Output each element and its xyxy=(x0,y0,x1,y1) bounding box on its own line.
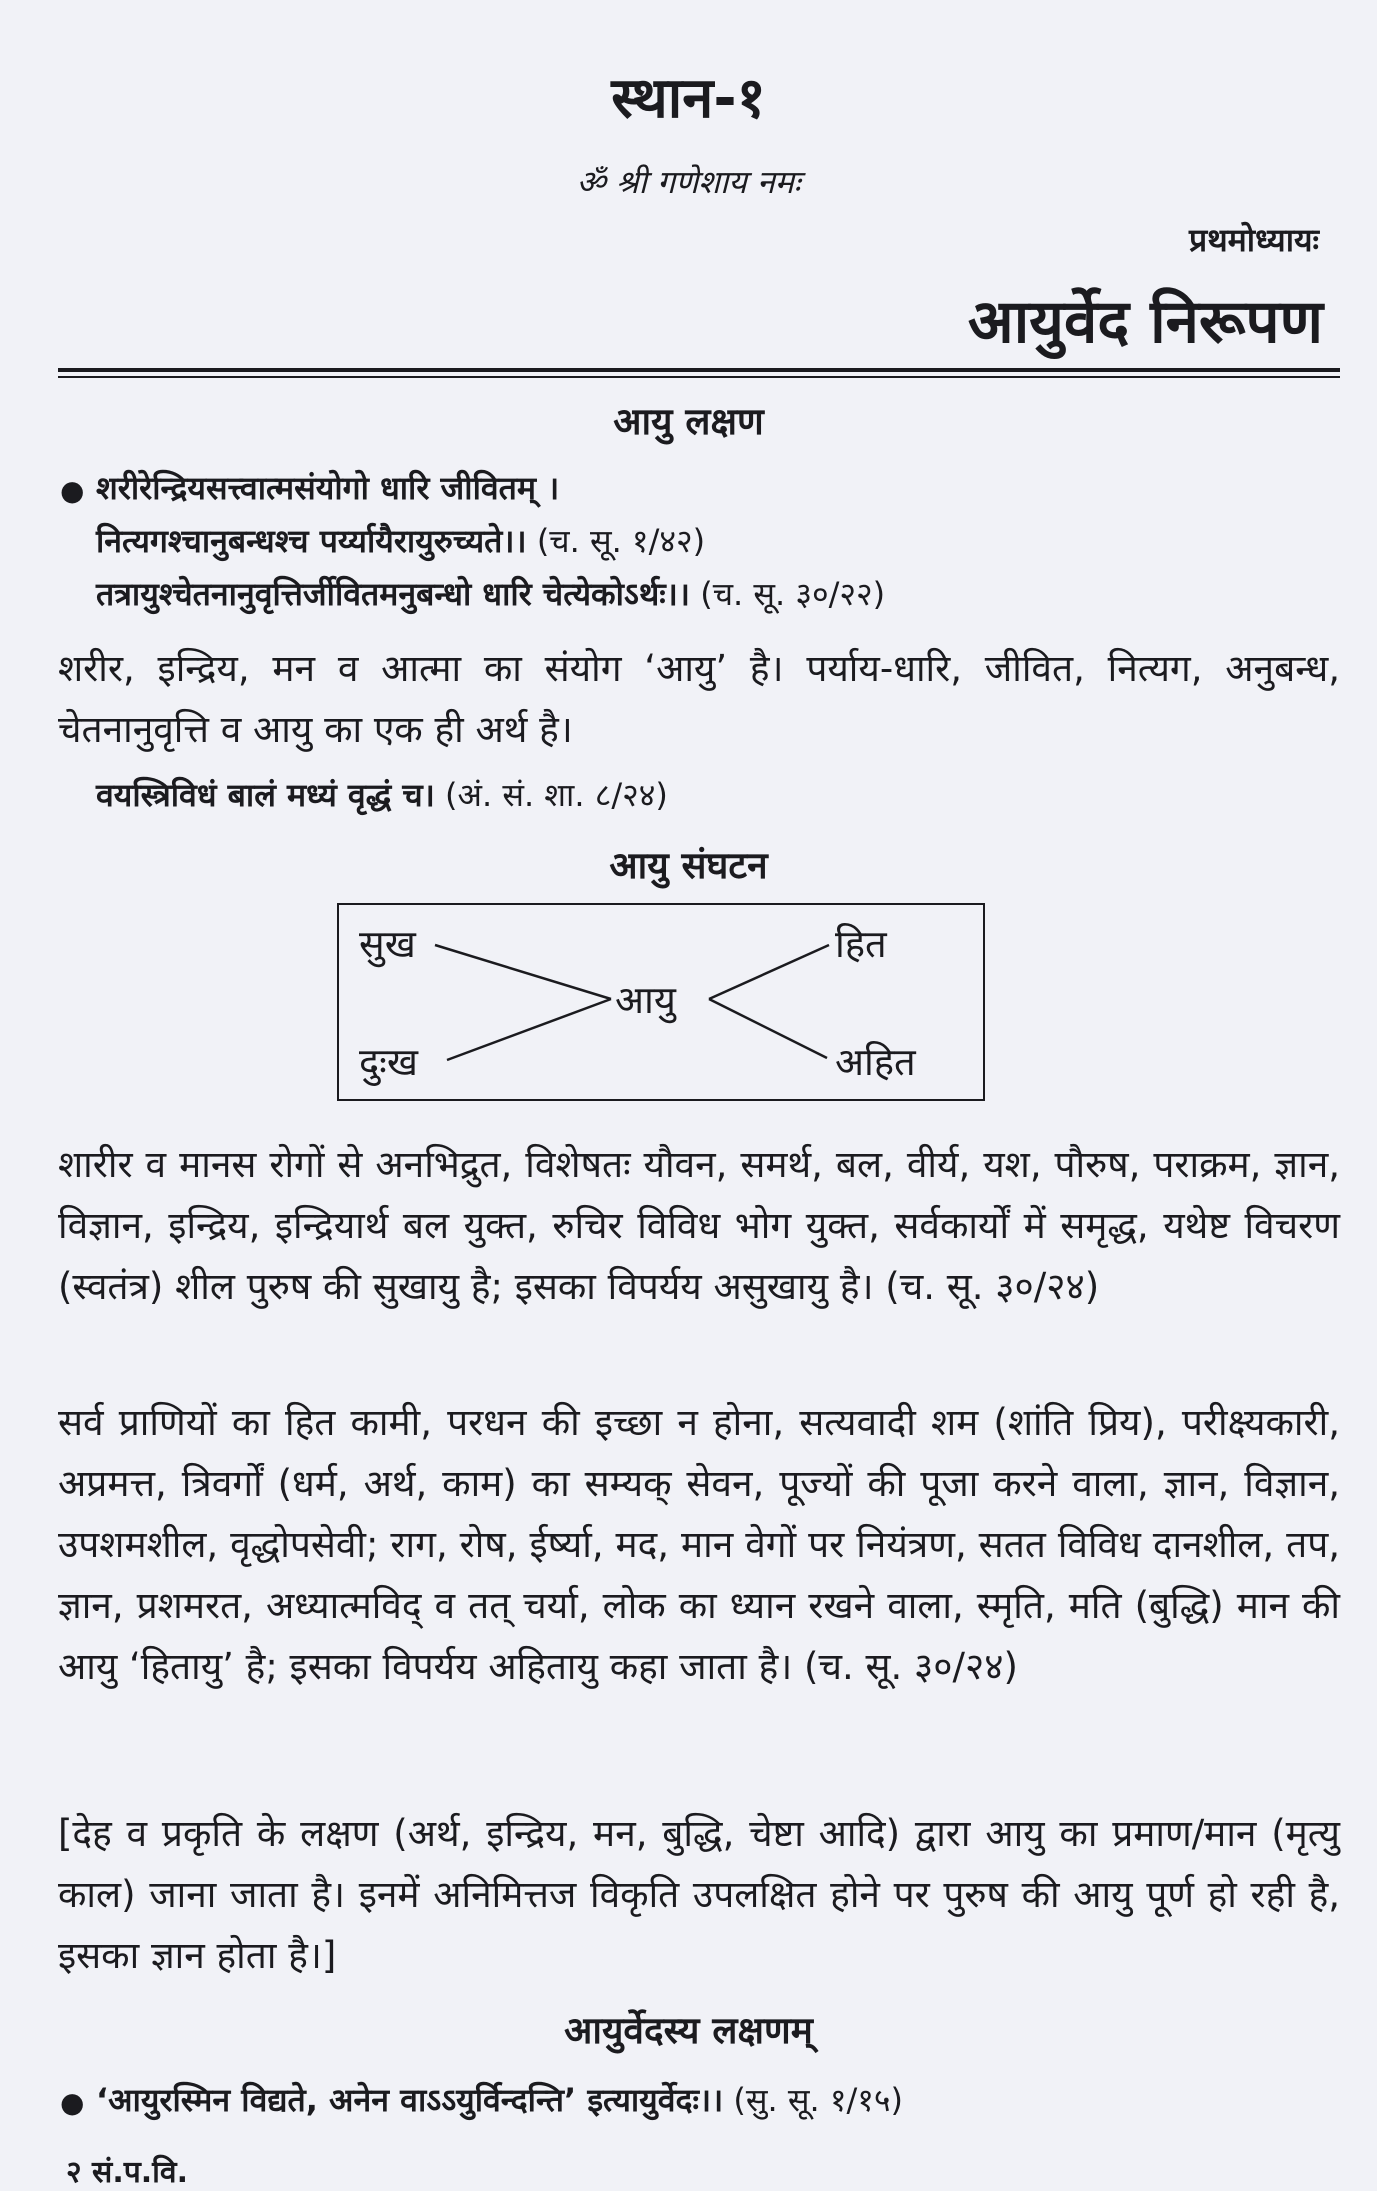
page-footer: २ सं.प.वि. xyxy=(66,2155,189,2190)
verse-vayas xyxy=(96,773,668,816)
chapter-label: प्रथमोध्यायः xyxy=(1189,221,1319,259)
header-rule-thick xyxy=(58,368,1340,372)
bullet-icon: ● xyxy=(60,474,85,507)
diagram-label-hit: हित xyxy=(835,922,887,966)
verse-ayurveda-text: ‘आयुरस्मिन विद्यते, अनेन वाऽऽयुर्विन्दन्ति’ इत्यायुर्वेदः।। xyxy=(96,2081,724,2119)
line-ayu-ahit xyxy=(709,999,827,1058)
verse-ayurveda-ref: (सु. सू. १/१५) xyxy=(723,2081,904,2119)
section-heading-ayu-sanghatan: आयु संघटन xyxy=(609,844,768,887)
verse-line-3-text: तत्रायुश्चेतनानुवृत्तिर्जीवितमनुबन्धो धारि चेत्येकोऽर्थः।। xyxy=(96,575,691,613)
ayu-pramana-paragraph: [देह व प्रकृति के लक्षण (अर्थ, इन्द्रिय, मन, बुद्धि, चेष्टा आदि) द्वारा आयु का प्रमाण/मान (मृत्यु काल) जाना जाता है। इनमें अनिमित्तज विकृति उपलक्षित होने पर पुरुष की आयु पूर्ण हो रही है, इसका ज्ञान होता है।] xyxy=(58,1812,1340,1977)
sukhayu-paragraph: शारीर व मानस रोगों से अनभिद्रुत, विशेषतः यौवन, समर्थ, बल, वीर्य, यश, पौरुष, पराक्रम, ज्ञान, विज्ञान, इन्द्रिय, इन्द्रियार्थ बल युक्त, रुचिर विविध भोग युक्त, सर्वकार्यों में समृद्ध, यथेष्ट विचरण (स्वतंत्र) शील पुरुष की सुखायु है; इसका विपर्यय असुखायु है। (च. सू. ३०/२४) xyxy=(58,1143,1340,1308)
verse-line-1-text: शरीरेन्द्रियसत्त्वात्मसंयोगो धारि जीवितम् । xyxy=(96,469,560,507)
verse-line-3 xyxy=(96,572,885,615)
section-heading-ayurveda-lakshan: आयुर्वेदस्य लक्षणम् xyxy=(564,2009,813,2052)
verse-vayas-text: वयस्त्रिविधं बालं मध्यं वृद्धं च। xyxy=(96,776,435,814)
verse-line-3-ref: (च. सू. ३०/२२) xyxy=(690,575,886,613)
bullet-icon: ● xyxy=(60,2086,85,2119)
ayu-definition-paragraph: शरीर, इन्द्रिय, मन व आत्मा का संयोग ‘आयु’ है। पर्याय-धारि, जीवित, नित्यग, अनुबन्ध, चेतनानुवृत्ति व आयु का एक ही अर्थ है। xyxy=(58,647,1340,751)
invocation-line: ॐ श्री गणेशाय नमः xyxy=(576,163,801,201)
hitayu-paragraph: सर्व प्राणियों का हित कामी, परधन की इच्छा न होना, सत्यवादी शम (शांति प्रिय), परीक्ष्यकारी, अप्रमत्त, त्रिवर्गों (धर्म, अर्थ, काम) का सम्यक् सेवन, पूज्यों की पूजा करने वाला, ज्ञान, विज्ञान, उपशमशील, वृद्धोपसेवी; राग, रोष, ईर्ष्या, मद, मान वेगों पर नियंत्रण, सतत विविध दानशील, तप, ज्ञान, प्रशमरत, अध्यात्मविद् व तत् चर्या, लोक का ध्यान रखने वाला, स्मृति, मति (बुद्धि) मान की आयु ‘हितायु’ है; इसका विपर्यय अहितायु कहा जाता है। (च. सू. ३०/२४) xyxy=(58,1401,1340,1688)
diagram-label-ahit: अहित xyxy=(835,1040,916,1084)
line-ayu-hit xyxy=(709,945,829,999)
verse-line-1 xyxy=(96,466,559,509)
ayu-diagram xyxy=(337,903,985,1101)
verse-line-2 xyxy=(96,519,705,562)
line-dukh-ayu xyxy=(447,999,611,1060)
verse-vayas-ref: (अं. सं. शा. ८/२४) xyxy=(434,776,668,814)
line-sukh-ayu xyxy=(435,945,611,999)
header-rule-thin xyxy=(58,376,1340,378)
diagram-label-ayu: आयु xyxy=(615,978,676,1022)
verse-line-2-ref: (च. सू. १/४२) xyxy=(526,522,706,560)
sthana-title: स्थान-१ xyxy=(611,66,766,131)
diagram-label-sukh: सुख xyxy=(359,922,416,966)
section-heading-ayu-lakshan: आयु लक्षण xyxy=(613,400,764,443)
chapter-title: आयुर्वेद निरूपण xyxy=(967,287,1323,357)
diagram-label-dukh: दुःख xyxy=(359,1040,418,1084)
verse-line-2-text: नित्यगश्चानुबन्धश्च पर्य्यायैरायुरुच्यते।। xyxy=(96,522,527,560)
verse-ayurveda xyxy=(96,2078,903,2121)
